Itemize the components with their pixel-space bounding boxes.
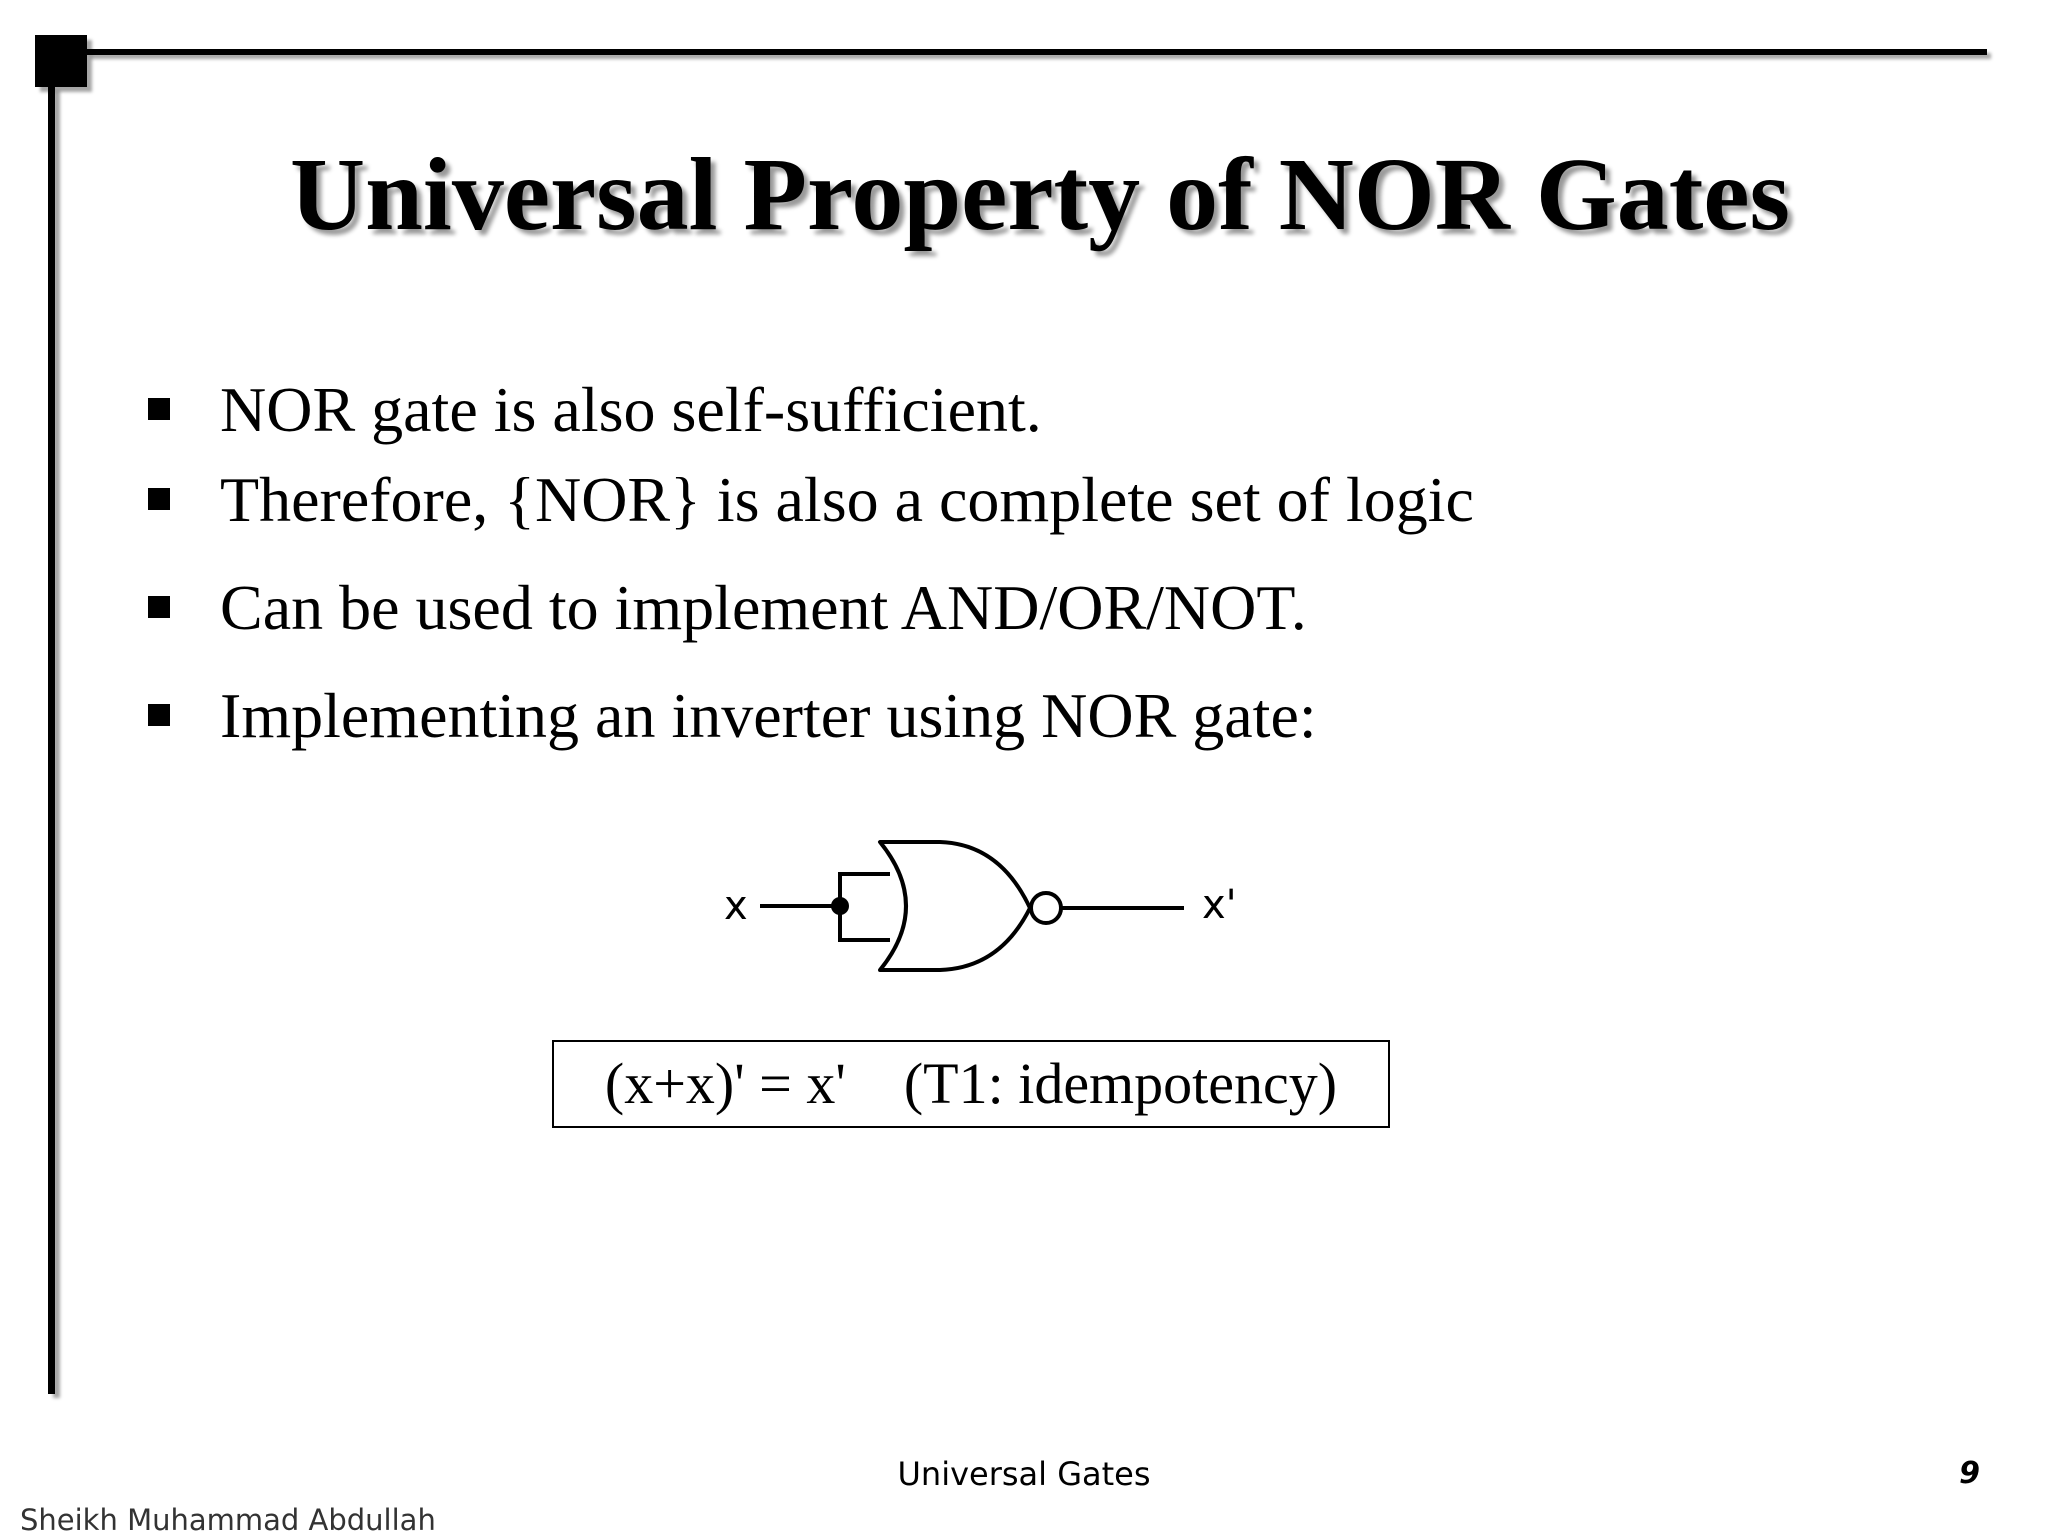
input-label: x — [724, 883, 748, 929]
formula-note: (T1: idempotency) — [903, 1051, 1338, 1116]
inversion-bubble — [1031, 893, 1061, 923]
left-rule-line — [48, 87, 55, 1394]
output-label: x' — [1202, 882, 1237, 928]
slide-title: Universal Property of NOR Gates — [289, 137, 1791, 252]
corner-square-decoration — [35, 35, 87, 87]
bullet-item — [148, 568, 1848, 648]
formula-box — [552, 1040, 1390, 1128]
bullet-text: NOR gate is also self-sufficient. — [220, 374, 1042, 445]
bullet-item — [148, 460, 1848, 540]
bullet-text: Implementing an inverter using NOR gate: — [220, 680, 1317, 751]
footer-title: Universal Gates — [897, 1455, 1151, 1493]
bullet-item — [148, 676, 1848, 756]
input-b-wire — [840, 906, 890, 940]
bullet-item — [148, 370, 1848, 450]
square-bullet-icon — [148, 596, 170, 618]
nor-inverter-diagram — [700, 820, 1260, 980]
bullet-text: Therefore, {NOR} is also a complete set of logic — [220, 464, 1474, 535]
bullet-text: Can be used to implement AND/OR/NOT. — [220, 572, 1307, 643]
square-bullet-icon — [148, 704, 170, 726]
top-rule-line — [87, 49, 1987, 55]
square-bullet-icon — [148, 398, 170, 420]
author-name: Sheikh Muhammad Abdullah — [20, 1503, 436, 1537]
square-bullet-icon — [148, 488, 170, 510]
formula-expression: (x+x)' = x' — [604, 1051, 846, 1116]
nor-gate-body — [880, 842, 1030, 970]
page-number: 9 — [1959, 1456, 1980, 1491]
